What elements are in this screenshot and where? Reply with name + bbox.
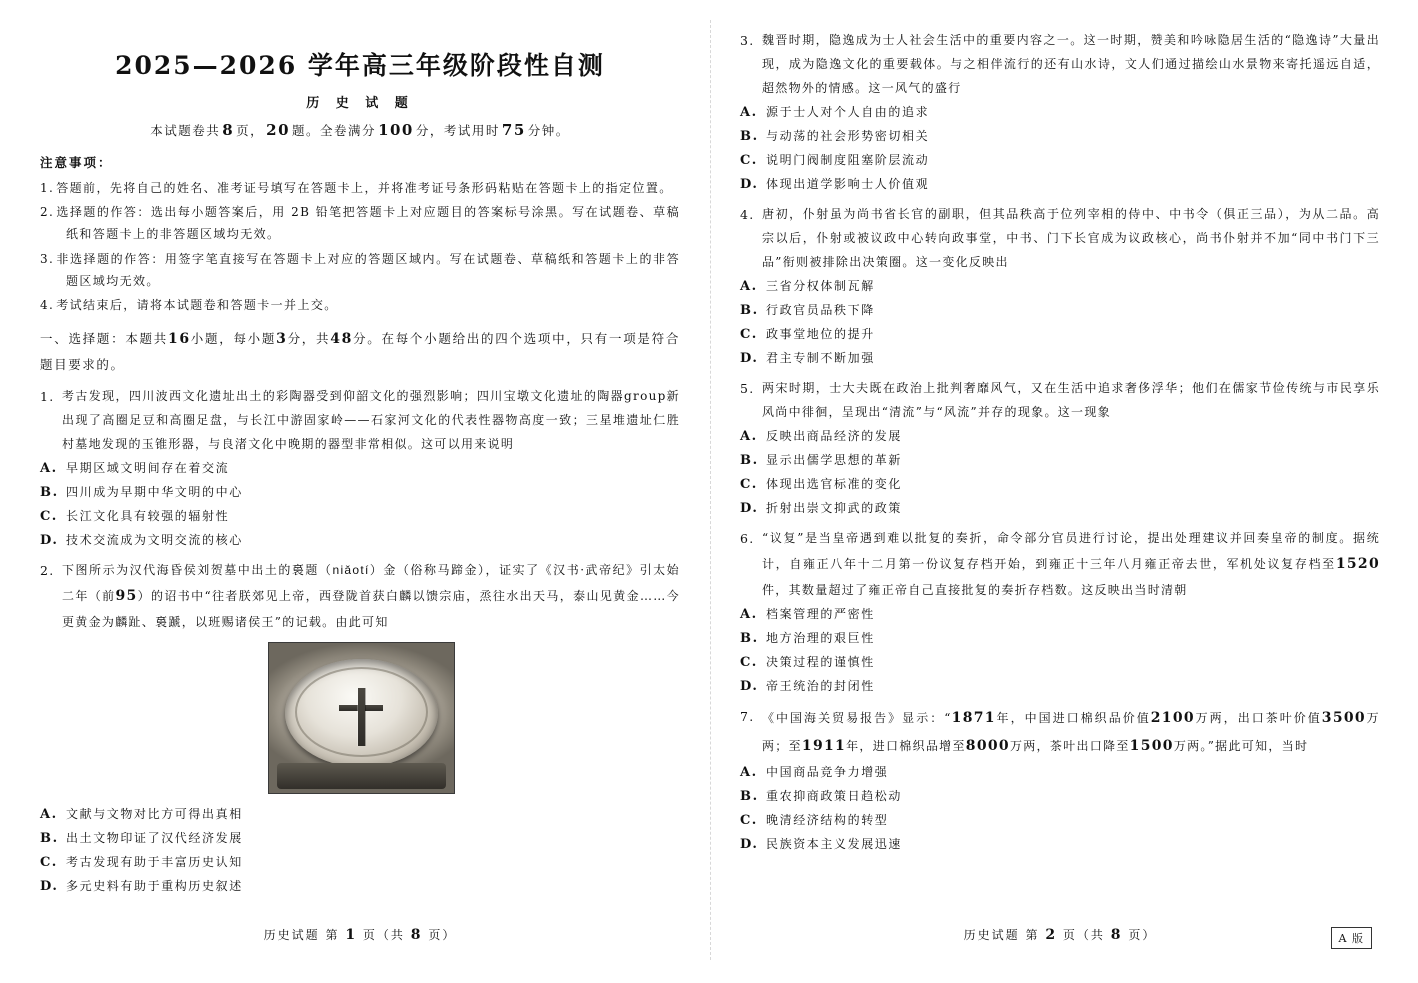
question-number: 6.: [740, 531, 755, 546]
question-text-t3: 万两；至: [762, 711, 1380, 753]
page-title: 2025—2026 学年高三年级阶段性自测: [115, 51, 605, 80]
notice-number: 2.: [40, 205, 55, 220]
question-text-mid: ）金（俗称马蹄金），证实了《汉书·武帝纪》引太始二年（前: [62, 563, 680, 604]
footer-prefix: 历史试题 第: [263, 928, 340, 942]
question-stem: [740, 704, 1380, 760]
artifact-stand: [277, 763, 446, 789]
option-label: C.: [40, 509, 58, 525]
option-d[interactable]: [740, 172, 1380, 196]
left-page-footer: [30, 926, 690, 943]
option-label: A.: [40, 807, 58, 823]
option-c[interactable]: [740, 148, 1380, 172]
notice-item: [40, 294, 680, 316]
option-d[interactable]: [740, 832, 1380, 856]
exam-info-part4: 分，考试用时: [415, 123, 500, 138]
left-page-column: [30, 0, 690, 983]
question-number: 7.: [740, 709, 755, 724]
option-d[interactable]: [40, 528, 680, 552]
option-d[interactable]: [740, 496, 1380, 520]
option-b[interactable]: [740, 298, 1380, 322]
section-part3: 分，共: [287, 331, 331, 347]
option-text: 体现出道学影响士人价值观: [766, 177, 930, 191]
option-a[interactable]: [740, 760, 1380, 784]
option-text: 晚清经济结构的转型: [766, 813, 889, 827]
option-a[interactable]: [740, 602, 1380, 626]
option-text: 民族资本主义发展迅速: [766, 837, 903, 851]
question-text-t2: 万两，出口茶叶价值: [1194, 711, 1322, 725]
question-text-t4: 年，进口棉织品增至: [846, 739, 966, 753]
question-4: [740, 202, 1380, 370]
question-text: 两宋时期，士大夫既在政治上批判奢靡风气，又在生活中追求奢侈浮华；他们在儒家节俭传统与市民享乐风尚中徘徊，呈现出“清流”与“风流”并存的现象。这一现象: [762, 381, 1380, 419]
option-label: D.: [740, 177, 759, 192]
option-c[interactable]: [40, 504, 680, 528]
question-text: 考古发现，四川波西文化遗址出土的彩陶器受到仰韶文化的强烈影响；四川宝墩文化遗址的陶器group新出现了高圈足豆和高圈足盘，与长江中游固家岭——石家河文化的代表性器物高度一致；三星堆遗址仁胜村墓地发现的玉锥形器，与良渚文化中晚期的器型非常相似。这可以用来说明: [62, 389, 680, 452]
notice-item: [40, 201, 680, 245]
option-label: A.: [40, 461, 58, 477]
option-label: D.: [740, 679, 759, 694]
stat-year-1871: 1871: [951, 710, 996, 726]
notice-number: 3.: [40, 251, 55, 266]
exam-info-questions: 20: [266, 121, 291, 139]
option-text: 体现出选官标准的变化: [766, 477, 903, 491]
notice-number: 1.: [40, 181, 55, 195]
option-label: D.: [40, 879, 59, 895]
version-badge: A 版: [1331, 927, 1372, 949]
option-label: B.: [40, 485, 59, 501]
question-number: 3.: [740, 33, 755, 48]
question-stem: [740, 202, 1380, 274]
question-stem: [740, 376, 1380, 424]
option-b[interactable]: [740, 124, 1380, 148]
question-text-pre: “议复”是当皇帝遇到难以批复的奏折，命令部分官员进行讨论，提出处理建议并回奏皇帝的制度。据统计，自雍正八年十二月第一份议复存档开始，到雍正十三年八月雍正帝去世，军机处议复存档至: [762, 531, 1380, 571]
exam-info-part3: 题。全卷满分: [292, 123, 377, 138]
question-text-post: ）的诏书中“往者朕郊见上帝，西登陇首获白麟以馈宗庙，烝往水出天马，泰山见黄金……今更黄金为麟趾、裛蹏，以班赐诸侯王”的记载。由此可知: [62, 589, 680, 630]
question-text-post: 件，其数量超过了雍正帝自己直接批复的奏折存档数。这反映出当时清朝: [762, 583, 1188, 597]
option-d[interactable]: [40, 874, 680, 898]
option-label: B.: [740, 129, 759, 144]
section-total-score: 48: [330, 331, 353, 348]
option-text: 行政官员品秩下降: [766, 303, 875, 317]
exam-info-pages: 8: [222, 121, 235, 139]
footer-mid: 页（共: [362, 928, 405, 942]
artifact-photo: [268, 642, 455, 794]
right-page-column: [730, 0, 1390, 983]
question-text-t6: 万两。”据此可知，当时: [1173, 739, 1309, 753]
notice-item: [40, 177, 680, 199]
right-page-footer: [730, 926, 1390, 943]
option-a[interactable]: [740, 100, 1380, 124]
stat-value-1500: 1500: [1129, 738, 1174, 754]
question-6: [740, 526, 1380, 698]
option-text: 君主专制不断加强: [766, 351, 875, 365]
option-label: D.: [740, 501, 759, 516]
option-text: 与动荡的社会形势密切相关: [766, 129, 930, 143]
stat-value-8000: 8000: [965, 738, 1010, 754]
option-label: C.: [740, 813, 758, 828]
option-text: 考古发现有助于丰富历史认知: [66, 855, 243, 870]
option-label: D.: [740, 351, 759, 366]
option-text: 源于士人对个人自由的追求: [766, 105, 930, 119]
section-part2: 小题，每小题: [190, 331, 277, 347]
footer-total-pages: 8: [410, 927, 423, 943]
section-count: 16: [167, 331, 191, 348]
option-label: C.: [740, 153, 758, 168]
figure-niaoti-gold: [268, 642, 453, 792]
option-text: 反映出商品经济的发展: [766, 429, 903, 443]
option-label: A.: [740, 429, 758, 444]
question-1: [40, 384, 680, 552]
question-number: 4.: [740, 207, 755, 222]
option-a[interactable]: [40, 456, 680, 480]
question-year-number: 95: [115, 588, 138, 605]
option-text: 中国商品竞争力增强: [766, 765, 889, 779]
footer-mid: 页（共: [1062, 928, 1105, 942]
option-label: A.: [740, 105, 758, 120]
question-stem: [740, 526, 1380, 602]
option-text: 技术交流成为文明交流的核心: [66, 533, 243, 548]
question-2: [40, 558, 680, 898]
option-text: 长江文化具有较强的辐射性: [66, 509, 230, 524]
option-a[interactable]: [740, 424, 1380, 448]
option-c[interactable]: [740, 322, 1380, 346]
question-stem: [40, 558, 680, 634]
option-label: B.: [740, 789, 759, 804]
exam-info-part1: 本试题卷共: [150, 123, 221, 138]
question-5: [740, 376, 1380, 520]
section-part1: 一、选择题：本题共: [40, 331, 168, 347]
option-label: A.: [740, 607, 758, 622]
option-text: 说明门阀制度阻塞阶层流动: [766, 153, 930, 167]
option-text: 四川成为早期中华文明的中心: [66, 485, 243, 500]
footer-suffix: 页）: [1128, 928, 1157, 942]
question-text: 唐初，仆射虽为尚书省长官的副职，但其品秩高于位列宰相的侍中、中书令（俱正三品），为从二品。高宗以后，仆射或被议政中心转向政事堂，中书、门下长官成为议政核心，尚书仆射并不加“同中书门下三品”衔则被排除出决策圈。这一变化反映出: [762, 207, 1380, 269]
option-c[interactable]: [40, 850, 680, 874]
question-7: [740, 704, 1380, 856]
notice-heading: 注意事项：: [40, 155, 113, 170]
option-b[interactable]: [40, 826, 680, 850]
stat-value-3500: 3500: [1321, 710, 1366, 726]
stat-year-1911: 1911: [801, 738, 847, 754]
option-b[interactable]: [740, 784, 1380, 808]
option-text: 多元史料有助于重构历史叙述: [66, 879, 243, 894]
question-text-pre: 《中国海关贸易报告》显示：“: [762, 711, 952, 725]
option-text: 地方治理的艰巨性: [766, 631, 875, 645]
notice-text: 选择题的作答：选出每小题答案后，用 2B 铅笔把答题卡上对应题目的答案标号涂黑。写在试题卷、草稿纸和答题卡上的非答题区域均无效。: [56, 205, 680, 242]
question-stem: [40, 384, 680, 456]
option-c[interactable]: [740, 650, 1380, 674]
option-text: 帝王统治的封闭性: [766, 679, 875, 693]
notice-number: 4.: [40, 297, 55, 312]
pinyin-annotation: niǎotí: [332, 563, 370, 578]
option-label: D.: [40, 533, 59, 549]
option-text: 重农抑商政策日趋松动: [766, 789, 903, 803]
option-text: 出土文物印证了汉代经济发展: [66, 831, 243, 846]
option-label: A.: [740, 279, 758, 294]
exam-info-duration: 75: [501, 121, 526, 139]
artifact-crossbar: [339, 705, 383, 711]
option-label: C.: [40, 855, 58, 871]
question-number: 2.: [40, 563, 55, 579]
option-text: 政事堂地位的提升: [766, 327, 875, 341]
option-d[interactable]: [740, 346, 1380, 370]
footer-prefix: 历史试题 第: [963, 928, 1040, 942]
section-per-score: 3: [276, 331, 288, 348]
question-count-number: 1520: [1335, 556, 1380, 572]
option-label: B.: [40, 831, 59, 847]
question-number: 1.: [40, 389, 55, 405]
option-text: 折射出崇文抑武的政策: [766, 501, 903, 515]
option-label: C.: [740, 655, 758, 670]
option-text: 档案管理的严密性: [766, 607, 875, 621]
footer-total-pages: 8: [1110, 927, 1123, 943]
option-label: C.: [740, 327, 758, 342]
question-text-t5: 万两，茶叶出口降至: [1009, 739, 1130, 753]
option-text: 三省分权体制瓦解: [766, 279, 875, 293]
notice-item: [40, 248, 680, 292]
option-text: 显示出儒学思想的革新: [766, 453, 903, 467]
subject-title: 历 史 试 题: [306, 96, 414, 111]
section-part4: 分。在每个小题给出的四个选项中，只有一项是符合题目要求的。: [40, 331, 680, 372]
notice-text: 答题前，先将自己的姓名、准考证号填写在答题卡上，并将准考证号条形码粘贴在答题卡上的指定位置。: [56, 181, 673, 195]
option-b[interactable]: [740, 448, 1380, 472]
question-text: 魏晋时期，隐逸成为士人社会生活中的重要内容之一。这一时期，赞美和吟咏隐居生活的“隐逸诗”大量出现，成为隐逸文化的重要载体。与之相伴流行的还有山水诗，文人们通过描绘山水景物来寄托遥远自适，超然物外的情感。这一风气的盛行: [762, 33, 1380, 95]
question-number: 5.: [740, 381, 755, 396]
artifact-rim: [295, 667, 428, 757]
footer-suffix: 页）: [428, 928, 457, 942]
option-d[interactable]: [740, 674, 1380, 698]
exam-info-line: [40, 121, 680, 139]
question-3: [740, 28, 1380, 196]
section-heading-multiple-choice: [40, 326, 680, 376]
option-label: C.: [740, 477, 758, 492]
option-a[interactable]: [40, 802, 680, 826]
footer-page-number: 1: [345, 927, 358, 943]
exam-info-score: 100: [378, 121, 414, 139]
option-c[interactable]: [740, 472, 1380, 496]
stat-value-2100: 2100: [1150, 710, 1195, 726]
question-text-pre: 下图所示为汉代海昏侯刘贺墓中出土的裛题（: [62, 563, 333, 578]
option-label: B.: [740, 303, 759, 318]
notice-text: 非选择题的作答：用签字笔直接写在答题卡上对应的答题区域内。写在试题卷、草稿纸和答题卡上的非答题区域均无效。: [56, 251, 680, 288]
exam-info-part2: 页，: [236, 123, 265, 138]
option-b[interactable]: [740, 626, 1380, 650]
option-label: B.: [740, 453, 759, 468]
option-text: 早期区域文明间存在着交流: [66, 461, 230, 476]
option-text: 决策过程的谨慎性: [766, 655, 875, 669]
option-label: B.: [740, 631, 759, 646]
notice-text: 考试结束后，请将本试题卷和答题卡一并上交。: [56, 297, 338, 312]
option-b[interactable]: [40, 480, 680, 504]
page-divider: [710, 20, 711, 960]
question-stem: [740, 28, 1380, 100]
question-text-t1: 年，中国进口棉织品价值: [995, 711, 1151, 725]
option-label: A.: [740, 765, 758, 780]
option-a[interactable]: [740, 274, 1380, 298]
footer-page-number: 2: [1045, 927, 1058, 943]
option-text: 文献与文物对比方可得出真相: [66, 807, 243, 822]
option-label: D.: [740, 837, 759, 852]
exam-info-part5: 分钟。: [527, 123, 570, 138]
option-c[interactable]: [740, 808, 1380, 832]
